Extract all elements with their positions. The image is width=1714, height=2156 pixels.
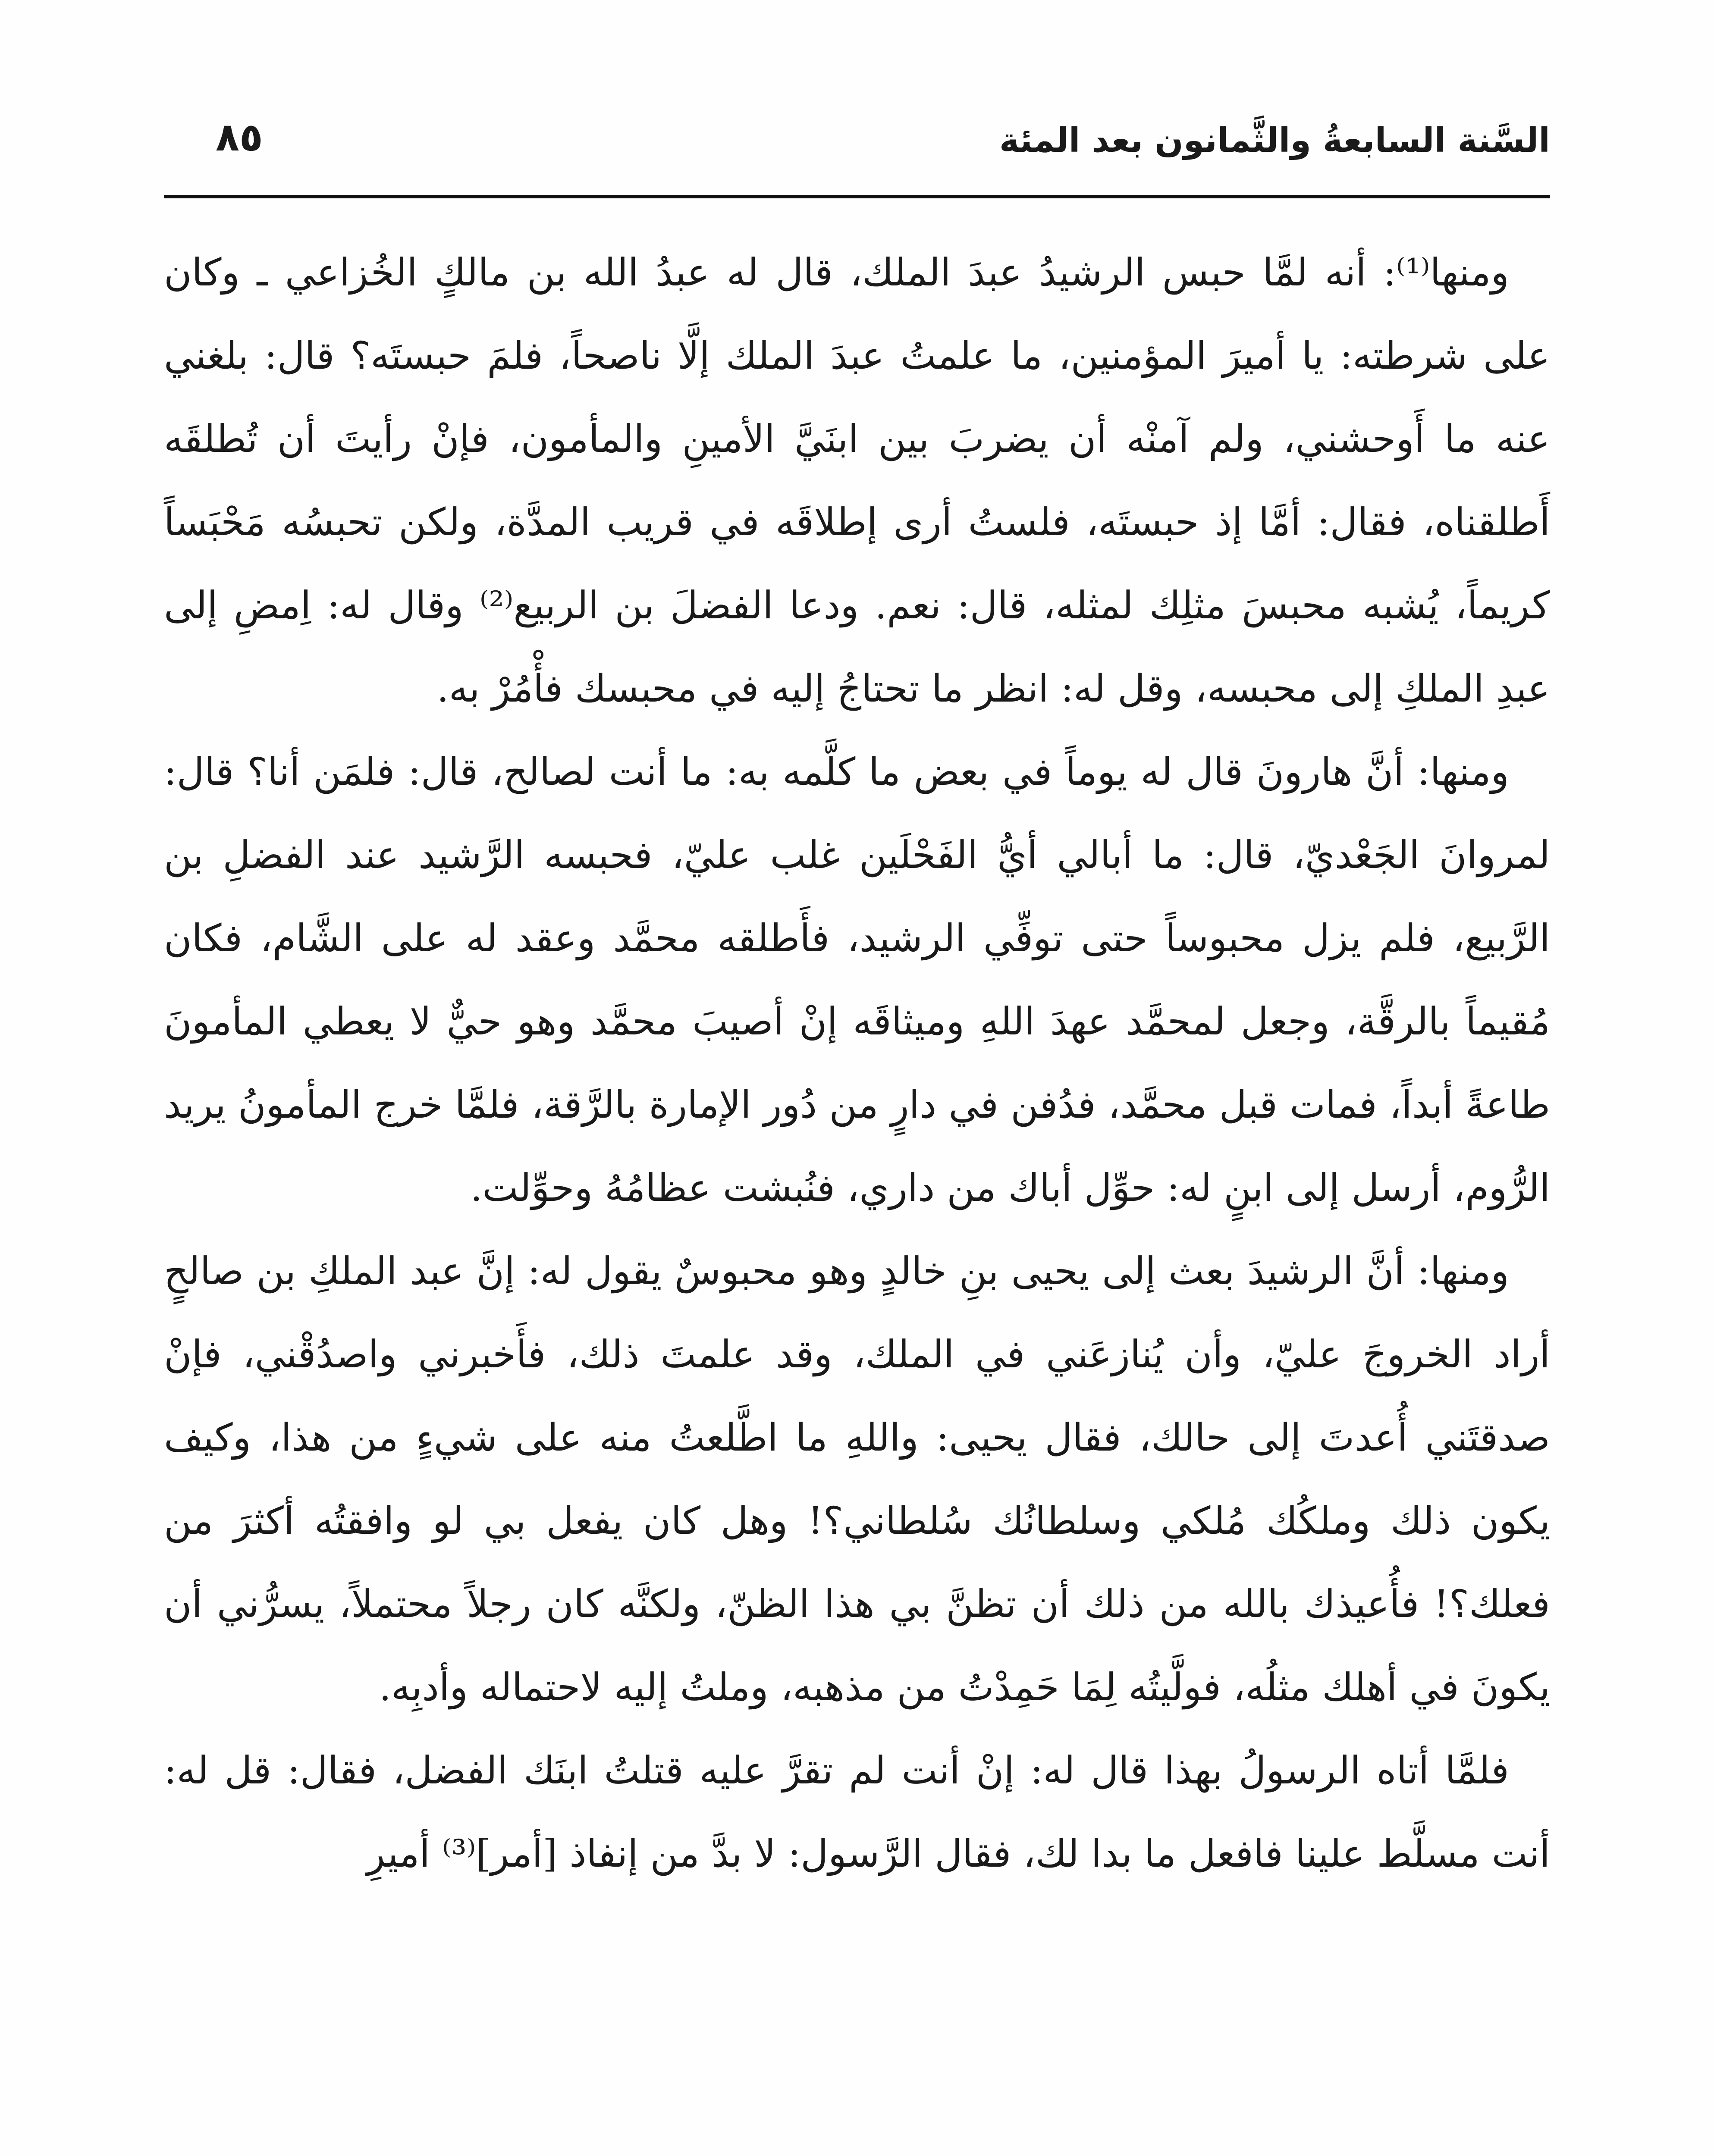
running-title: السَّنة السابعةُ والثَّمانون بعد المئة [999,121,1550,160]
body-text [164,231,1550,1895]
paragraph-3: ومنها: أنَّ الرشيدَ بعث إلى يحيى بنِ خالدٍ وهو محبوسٌ يقول له: إنَّ عبد الملكِ بن صالحٍ أراد الخروجَ عليّ، وأن يُنازعَني في الملك، وقد علمتَ ذلك، فأَخبرني واصدُقْني، فإنْ صدقتَني أُعدتَ إلى حالك، فقال يحيى: واللهِ ما اطَّلعتُ منه على شيءٍ من هذا، وكيف يكون ذلك وملكُك مُلكي وسلطانُك سُلطاني؟! وهل كان يفعل بي لو وافقتُه أكثرَ من فعلك؟! فأُعيذك بالله من ذلك أن تظنَّ بي هذا الظنّ، ولكنَّه كان رجلاً محتملاً، يسرُّني أن يكونَ في أهلك مثلُه، فولَّيتُه لِمَا حَمِدْتُ من مذهبه، وملتُ إليه لاحتماله وأدبِه. [164,1249,1551,1709]
paragraph-4: فلمَّا أتاه الرسولُ بهذا قال له: إنْ أنت لم تقرَّ عليه قتلتُ ابنَك الفضل، فقال: قل له: أنت مسلَّط علينا فافعل ما بدا لك، فقال الرَّسول: لا بدَّ من إنفاذ [أمر]⁽³⁾ أميرِ [164,1748,1550,1876]
paragraph-1: ومنها⁽¹⁾: أنه لمَّا حبس الرشيدُ عبدَ الملك، قال له عبدُ الله بن مالكٍ الخُزاعي ـ وكان على شرطته: يا أميرَ المؤمنين، ما علمتُ عبدَ الملك إلَّا ناصحاً، فلمَ حبستَه؟ قال: بلغني عنه ما أَوحشني، ولم آمنْه أن يضربَ بين ابنَيَّ الأمينِ والمأمون، فإنْ رأيتَ أن تُطلقَه أَطلقناه، فقال: أمَّا إذ حبستَه، فلستُ أرى إطلاقَه في قريب المدَّة، ولكن تحبسُه مَحْبَساً كريماً، يُشبه محبسَ مثلِك لمثله، قال: نعم. ودعا الفضلَ بن الربيع⁽²⁾ وقال له: اِمضِ إلى عبدِ الملكِ إلى محبسه، وقل له: انظر ما تحتاجُ إليه في محبسك فأْمُرْ به. [164,250,1550,711]
page-number: ٨٥ [216,115,263,160]
header-rule [164,195,1550,198]
page-header [164,108,1550,181]
paragraph-2: ومنها: أنَّ هارونَ قال له يوماً في بعض ما كلَّمه به: ما أنت لصالح، قال: فلمَن أنا؟ قال: لمروانَ الجَعْديّ، قال: ما أبالي أيُّ الفَحْلَين غلب عليّ، فحبسه الرَّشيد عند الفضلِ بن الرَّبيع، فلم يزل محبوساً حتى توفِّي الرشيد، فأَطلقه محمَّد وعقد له على الشَّام، فكان مُقيماً بالرقَّة، وجعل لمحمَّد عهدَ اللهِ وميثاقَه إنْ أصيبَ محمَّد وهو حيٌّ لا يعطي المأمونَ طاعةً أبداً، فمات قبل محمَّد، فدُفن في دارٍ من دُور الإمارة بالرَّقة، فلمَّا خرج المأمونُ يريد الرُّوم، أرسل إلى ابنٍ له: حوِّل أباك من داري، فنُبشت عظامُهُ وحوِّلت. [164,749,1551,1210]
